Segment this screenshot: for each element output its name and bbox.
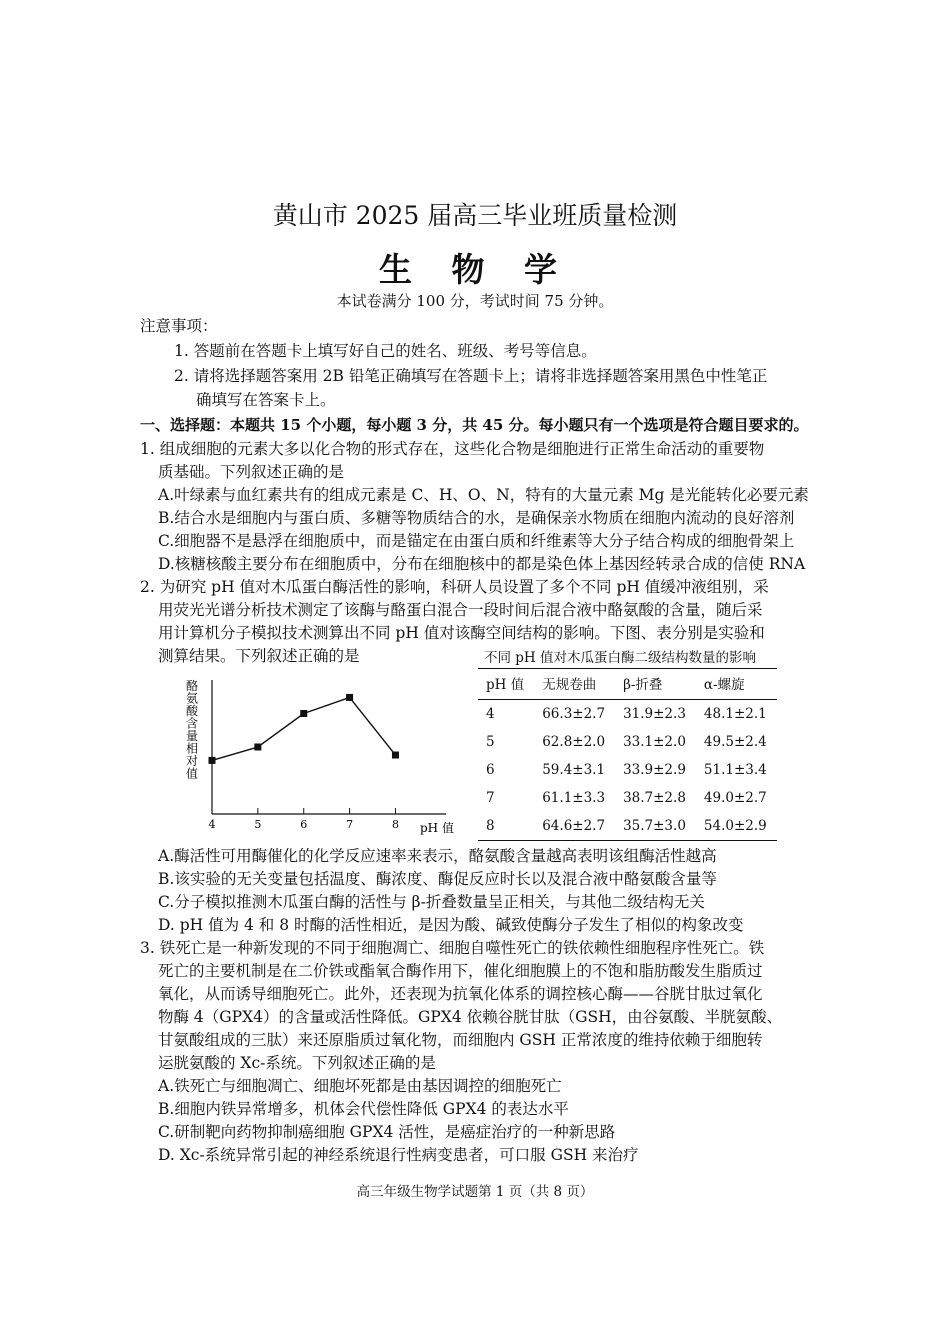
- data-point: [209, 757, 216, 764]
- y-axis-label-char: 酸: [185, 704, 199, 718]
- table-row: [478, 784, 777, 812]
- y-axis-label-char: 对: [185, 754, 199, 768]
- note-item-2-cont: 确填写在答案卡上。: [196, 391, 336, 409]
- table-cell: 6: [486, 762, 495, 778]
- table-row: [478, 700, 777, 729]
- table-cell: 51.1±3.4: [703, 762, 767, 778]
- section-heading: 一、选择题：本题共 15 个小题，每小题 3 分，共 45 分。每小题只有一个选项是符合题目要求的。: [140, 416, 809, 434]
- y-axis-label-char: 相: [185, 741, 199, 756]
- q1-stem-line-1: 1. 组成细胞的元素大多以化合物的形式存在，这些化合物是细胞进行正常生命活动的重要物: [140, 440, 765, 458]
- table-header: pH 值: [478, 669, 534, 700]
- table-header: 无规卷曲: [534, 669, 615, 700]
- table-cell: 8: [478, 812, 534, 841]
- table-row: [478, 756, 777, 784]
- q3-option-d: D. Xc-系统异常引起的神经系统退行性病变患者，可口服 GSH 来治疗: [158, 1146, 639, 1164]
- q2-option-d: D. pH 值为 4 和 8 时酶的活性相近，是因为酸、碱致使酶分子发生了相似的构象改变: [158, 916, 744, 934]
- q3-option-a: A.铁死亡与细胞凋亡、细胞坏死都是由基因调控的细胞死亡: [158, 1077, 562, 1095]
- q2-stem-line-2: 用荧光光谱分析技术测定了该酶与酪蛋白混合一段时间后混合液中酪氨酸的含量，随后采: [158, 601, 763, 619]
- data-point: [254, 744, 261, 751]
- secondary-structure-table: [478, 668, 777, 841]
- q1-option-d: D.核糖核酸主要分布在细胞质中，分布在细胞核中的都是染色体上基因经转录合成的信使 RNA: [158, 555, 806, 573]
- q3-option-c: C.研制靶向药物抑制癌细胞 GPX4 活性，是癌症治疗的一种新思路: [158, 1123, 616, 1141]
- table-cell: 54.0±2.9: [696, 812, 777, 841]
- table-row: [478, 812, 777, 841]
- exam-title: 黄山市 2025 届高三毕业班质量检测: [272, 201, 678, 230]
- x-tick-label: 8: [391, 818, 399, 831]
- q3-stem-line-6: 运胱氨酸的 Xc-系统。下列叙述正确的是: [158, 1054, 436, 1072]
- table-row: [478, 728, 777, 756]
- page-footer: 高三年级生物学试题第 1 页（共 8 页）: [356, 1184, 594, 1200]
- table-cell: 38.7±2.8: [623, 790, 686, 806]
- q3-stem-line-2: 死亡的主要机制是在二价铁或酯氧合酶作用下，催化细胞膜上的不饱和脂肪酸发生脂质过: [158, 962, 763, 980]
- y-axis-label-char: 量: [185, 729, 199, 743]
- table-cell: 4: [486, 706, 495, 722]
- q1-stem-line-2: 质基础。下列叙述正确的是: [158, 463, 345, 481]
- q3-stem-line-4: 物酶 4（GPX4）的含量或活性降低。GPX4 依赖谷胱甘肽（GSH，由谷氨酸、半胱氨酸、: [158, 1008, 783, 1026]
- q2-option-a: A.酶活性可用酶催化的化学反应速率来表示，酪氨酸含量越高表明该组酶活性越高: [158, 847, 717, 865]
- x-tick-label: 5: [254, 818, 262, 831]
- q3-stem-line-1: 3. 铁死亡是一种新发现的不同于细胞凋亡、细胞自噬性死亡的铁依赖性细胞程序性死亡。铁: [140, 939, 765, 957]
- table-cell: 62.8±2.0: [542, 734, 606, 750]
- table-cell: 31.9±2.3: [623, 706, 686, 722]
- notes-heading: 注意事项：: [140, 317, 218, 335]
- y-axis-label-char: 酪: [185, 679, 199, 693]
- table-header: β-折叠: [615, 669, 696, 700]
- note-item-1: 1. 答题前在答题卡上填写好自己的姓名、班级、考号等信息。: [174, 342, 597, 360]
- table-cell: 49.0±2.7: [703, 790, 767, 806]
- q2-stem-line-1: 2. 为研究 pH 值对木瓜蛋白酶活性的影响，科研人员设置了多个不同 pH 值缓冲液组别，采: [140, 578, 769, 596]
- score-time-line: 本试卷满分 100 分，考试时间 75 分钟。: [336, 292, 614, 310]
- y-axis-label-char: 含: [185, 716, 199, 731]
- y-axis-label-char: 值: [185, 766, 199, 781]
- q2-stem-line-4: 测算结果。下列叙述正确的是: [158, 647, 360, 665]
- table-cell: 61.1±3.3: [542, 790, 606, 806]
- q1-option-c: C.细胞器不是悬浮在细胞质中，而是锚定在由蛋白质和纤维素等大分子结合构成的细胞骨架上: [158, 532, 795, 550]
- x-axis-label: pH 值: [420, 821, 454, 835]
- tyrosine-ph-chart: [180, 668, 470, 840]
- table-cell: 49.5±2.4: [703, 734, 767, 750]
- x-tick-label: 4: [208, 818, 216, 831]
- table-cell: 5: [486, 734, 495, 750]
- y-axis-label: [186, 679, 199, 781]
- data-point: [392, 752, 399, 759]
- table-cell: 33.1±2.0: [623, 734, 686, 750]
- q3-option-b: B.细胞内铁异常增多，机体会代偿性降低 GPX4 的表达水平: [158, 1100, 569, 1118]
- q1-option-a: A.叶绿素与血红素共有的组成元素是 C、H、O、N，特有的大量元素 Mg 是光能转化必要元素: [158, 486, 809, 504]
- q3-stem-line-3: 氧化，从而诱导细胞死亡。此外，还表现为抗氧化体系的调控核心酶——谷胱甘肽过氧化: [158, 985, 763, 1003]
- q2-stem-line-3: 用计算机分子模拟技术测算出不同 pH 值对该酶空间结构的影响。下图、表分别是实验和: [158, 624, 765, 642]
- y-axis-label-char: 氨: [185, 691, 199, 706]
- x-tick-label: 6: [300, 818, 308, 831]
- data-point: [300, 710, 307, 717]
- table-caption: 不同 pH 值对木瓜蛋白酶二级结构数量的影响: [484, 650, 756, 666]
- table-cell: 33.9±2.9: [623, 762, 686, 778]
- q3-stem-line-5: 甘氨酸组成的三肽）来还原脂质过氧化物，而细胞内 GSH 正常浓度的维持依赖于细胞转: [158, 1031, 763, 1049]
- table-cell: 64.6±2.7: [534, 812, 615, 841]
- subject-title: 生 物 学: [379, 250, 571, 289]
- q2-option-c: C.分子模拟推测木瓜蛋白酶的活性与 β-折叠数量呈正相关，与其他二级结构无关: [158, 893, 705, 911]
- x-tick-label: 7: [346, 818, 354, 831]
- q2-option-b: B.该实验的无关变量包括温度、酶浓度、酶促反应时长以及混合液中酪氨酸含量等: [158, 870, 717, 888]
- note-item-2: 2. 请将选择题答案用 2B 铅笔正确填写在答题卡上；请将非选择题答案用黑色中性笔正: [174, 367, 768, 385]
- series-line: [212, 697, 395, 760]
- table-cell: 48.1±2.1: [703, 706, 767, 722]
- table-cell: 35.7±3.0: [615, 812, 696, 841]
- table-cell: 59.4±3.1: [542, 762, 606, 778]
- table-cell: 66.3±2.7: [542, 706, 606, 722]
- data-point: [346, 694, 353, 701]
- table-cell: 7: [486, 790, 495, 806]
- q1-option-b: B.结合水是细胞内与蛋白质、多糖等物质结合的水，是确保亲水物质在细胞内流动的良好溶剂: [158, 509, 795, 527]
- table-header: α-螺旋: [696, 669, 777, 700]
